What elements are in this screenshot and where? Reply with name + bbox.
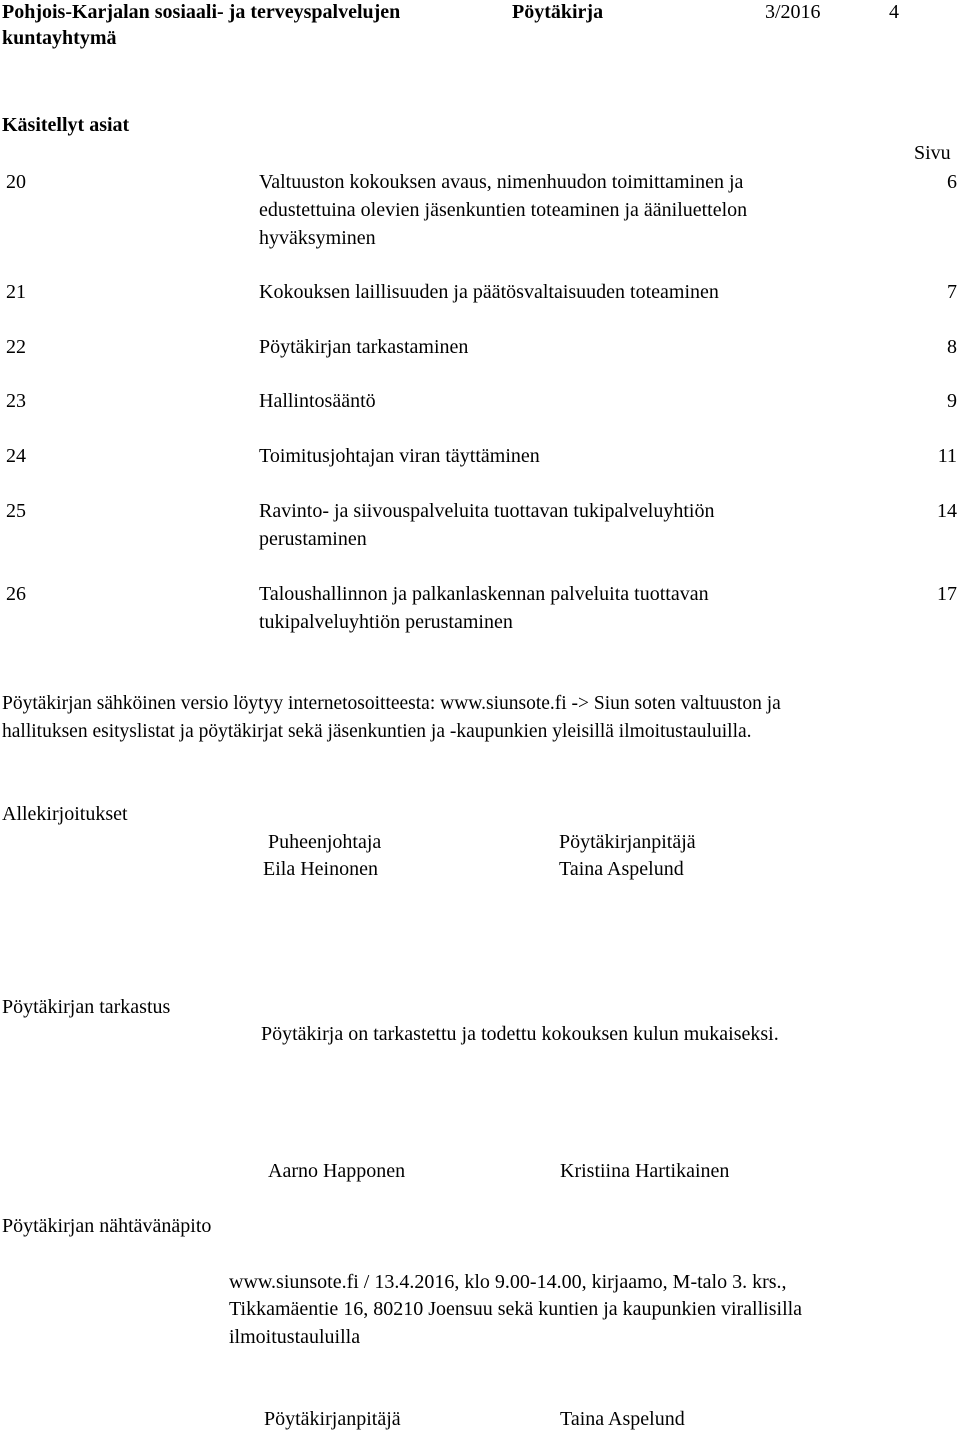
display-line: Tikkamäentie 16, 80210 Joensuu sekä kuntien ja kaupunkien virallisilla [229,1298,803,1320]
agenda-item-title: perustaminen [259,528,367,550]
agenda-item-title: Taloushallinnon ja palkanlaskennan palveluita tuottavan [259,583,709,605]
header-org-line1: Pohjois-Karjalan sosiaali- ja terveyspalvelujen [2,1,401,23]
agenda-item-page: 14 [937,500,957,522]
secretary-role: Pöytäkirjanpitäjä [559,831,696,853]
agenda-item-title: Kokouksen laillisuuden ja päätösvaltaisuuden toteaminen [259,281,719,303]
agenda-item-title: Ravinto- ja siivouspalveluita tuottavan tukipalveluyhtiön [259,500,715,522]
agenda-item-title: Pöytäkirjan tarkastaminen [259,336,469,358]
notice-line: Pöytäkirjan sähköinen versio löytyy internetosoitteesta: www.siunsote.fi -> Siun soten valtuuston ja [2,693,781,714]
agenda-item-page: 8 [947,336,957,358]
review-label: Pöytäkirjan tarkastus [2,996,171,1018]
display-line: ilmoitustauluilla [229,1326,361,1348]
footer-role: Pöytäkirjanpitäjä [264,1408,401,1430]
footer-name: Taina Aspelund [560,1408,685,1430]
agenda-item-page: 11 [937,445,957,467]
header-doc-type: Pöytäkirja [512,1,604,23]
agenda-item-number: 20 [6,171,26,193]
agenda-item-page: 6 [947,171,957,193]
agenda-item-title: edustettuina olevien jäsenkuntien toteaminen ja ääniluettelon [259,199,748,221]
reviewer-name: Kristiina Hartikainen [560,1160,730,1182]
agenda-item-page: 9 [947,390,957,412]
agenda-item-number: 24 [6,445,26,467]
display-line: www.siunsote.fi / 13.4.2016, klo 9.00-14.00, kirjaamo, M-talo 3. krs., [229,1271,787,1293]
agenda-item-title: tukipalveluyhtiön perustaminen [259,611,513,633]
review-statement: Pöytäkirja on tarkastettu ja todettu kokouksen kulun mukaiseksi. [261,1023,779,1045]
signatures-label: Allekirjoitukset [2,803,128,825]
notice-line: hallituksen esityslistat ja pöytäkirjat sekä jäsenkuntien ja -kaupunkien yleisillä ilmoitustauluilla. [2,721,752,742]
agenda-title: Käsitellyt asiat [2,114,130,136]
secretary-name: Taina Aspelund [559,858,684,880]
agenda-item-page: 7 [947,281,957,303]
agenda-item-title: Toimitusjohtajan viran täyttäminen [259,445,540,467]
display-label: Pöytäkirjan nähtävänäpito [2,1215,212,1237]
page-column-label: Sivu [914,142,951,164]
header-page-number: 4 [889,1,899,23]
chair-name: Eila Heinonen [263,858,378,880]
header-meeting-number: 3/2016 [765,1,821,23]
agenda-item-title: hyväksyminen [259,227,376,249]
agenda-item-title: Hallintosääntö [259,390,376,412]
agenda-item-page: 17 [937,583,957,605]
chair-role: Puheenjohtaja [268,831,382,853]
header-org-line2: kuntayhtymä [2,27,117,49]
agenda-item-number: 25 [6,500,26,522]
agenda-item-title: Valtuuston kokouksen avaus, nimenhuudon toimittaminen ja [259,171,744,193]
agenda-item-number: 22 [6,336,26,358]
agenda-item-number: 26 [6,583,26,605]
agenda-item-number: 21 [6,281,26,303]
reviewer-name: Aarno Happonen [268,1160,406,1182]
agenda-item-number: 23 [6,390,26,412]
